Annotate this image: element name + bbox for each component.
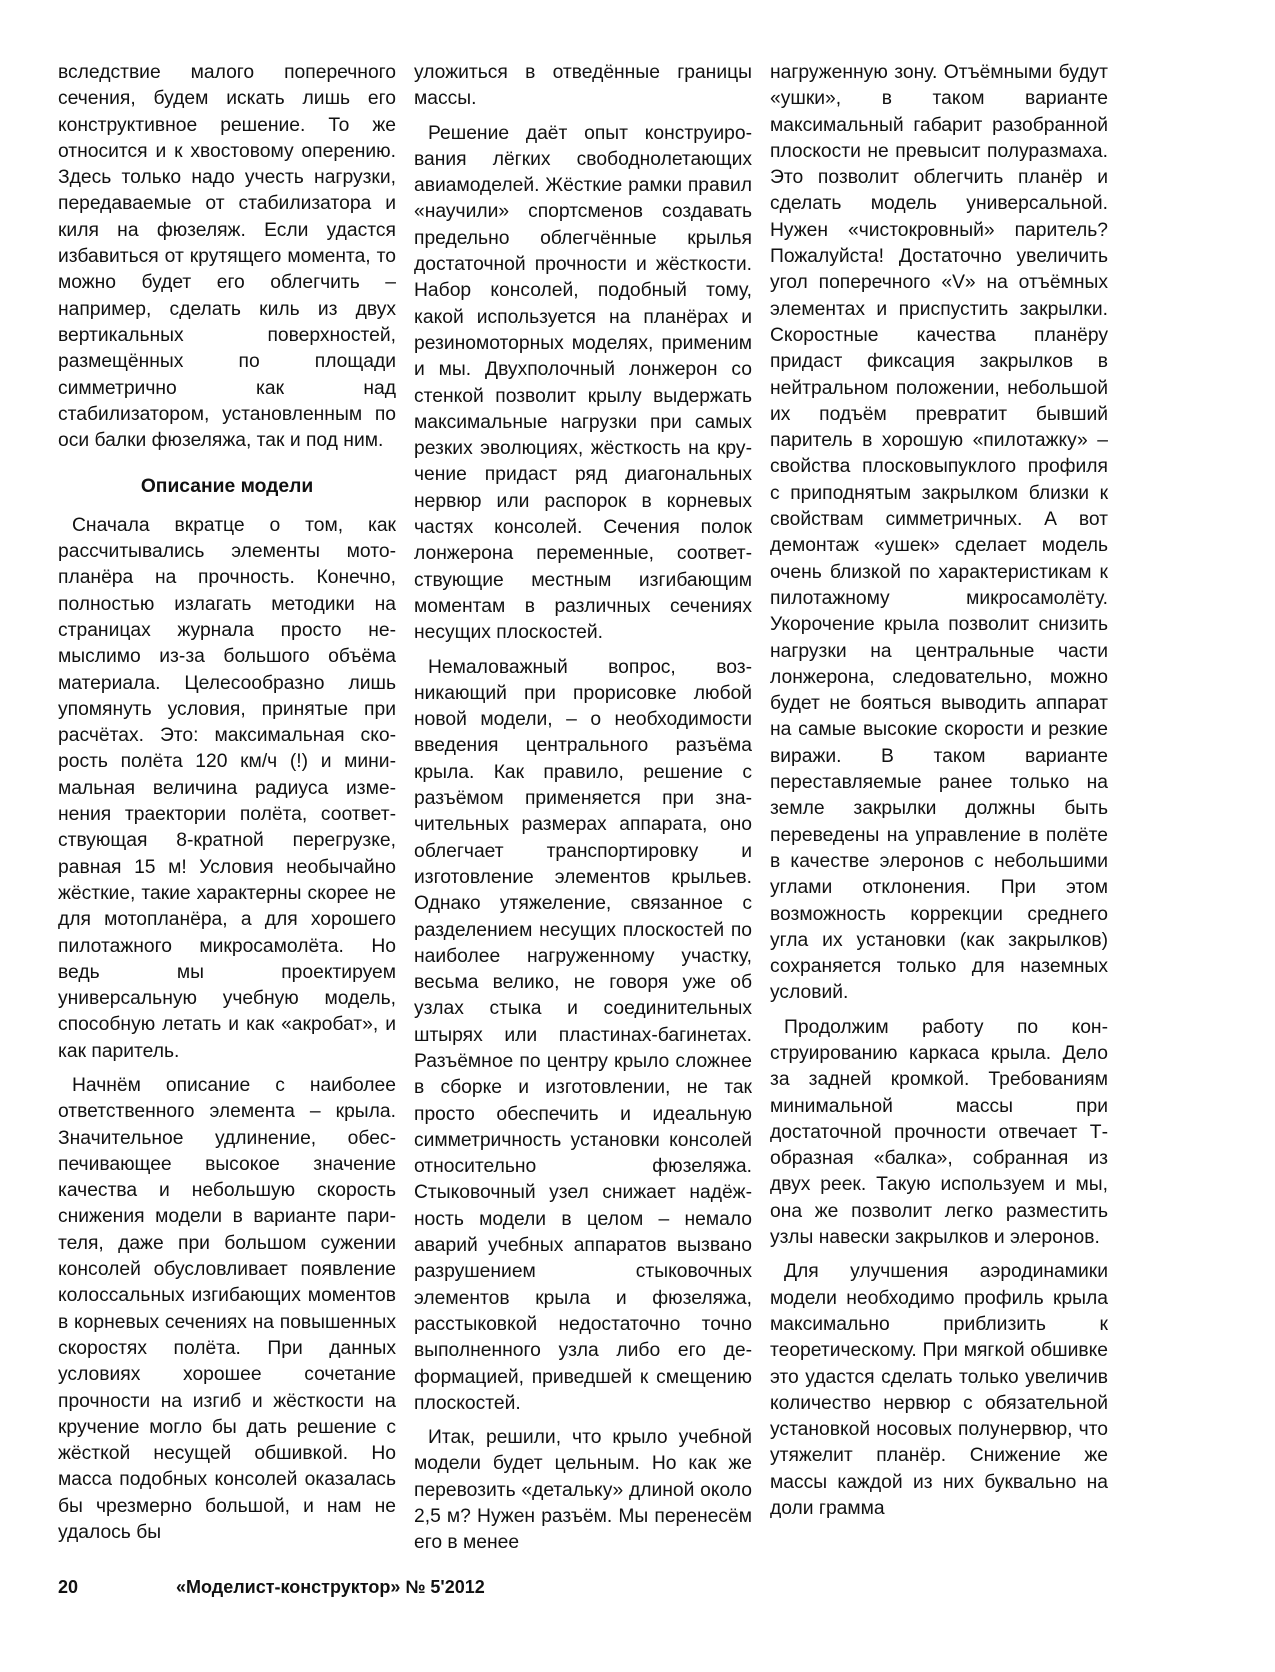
paragraph: Решение даёт опыт конструирования лёгких свободнолетающих авиамоделей. Жёсткие рамки правил «научили» спортсменов создавать предельно облегчённые крылья достаточной прочности и жёсткости. Набор консолей, подобный тому, какой используется на планёрах и резиномоторных моделях, применим и мы. Двухполочный лонжерон со стенкой позволит крылу выдержать максимальные нагрузки при самых резких эволюциях, жёсткость на кручение придаст ряд диагональных нервюр или распорок в корневых частях консолей. Сечения полок лонжерона переменные, соответствующие местным изгибающим моментам в различных сечениях несущих плоскостей. — [414, 122, 752, 644]
text-column-1 — [58, 60, 396, 1546]
paragraph: уложиться в отведённые границы массы. — [414, 62, 752, 110]
paragraph: вследствие малого поперечного сечения, будем искать лишь его конструктивное решение. То же относится и к хвостовому оперению. Здесь только надо учесть нагрузки, передаваемые от стабилизатора и киля на фюзеляж. Если удастся избавиться от крутящего момента, то можно будет его облегчить – например, сделать киль из двух вертикальных поверхностей, размещённых по площади симметрично как над стабилизатором, установленным по оси балки фюзеляжа, так и под ним. — [58, 62, 396, 452]
text-column-3 — [770, 60, 1108, 1522]
paragraph: Итак, решили, что крыло учебной модели будет цельным. Но как же перевозить «детальку» длиной около 2,5 м? Нужен разъём. Мы перенесём его в менее — [414, 1427, 752, 1554]
journal-title: «Моделист-конструктор» № 5'2012 — [176, 1577, 485, 1597]
paragraph: Немаловажный вопрос, возникающий при прорисовке любой новой модели, – о необходимости введения центрального разъёма крыла. Как правило, решение с разъёмом применяется при значительных размерах аппарата, оно облегчает транспортировку и изготовление элементов крыльев. Однако утяжеление, связанное с разделением несущих плоскостей по наиболее нагруженному участку, весьма велико, не говоря уже об узлах стыка и соединительных штырях или пластинах-багинетах. Разъёмное по центру крыло сложнее в сборке и изготовлении, не так просто обеспечить и идеальную симметричность установки консолей относительно фюзеляжа. Стыковочный узел снижает надёжность модели в целом – немало аварий учебных аппаратов вызвано разрушением стыковочных элементов крыла и фюзеляжа, расстыковкой недостаточно точно выполненного узла либо его деформацией, приведшей к смещению плоскостей. — [414, 656, 752, 1414]
paragraph: Продолжим работу по конструированию каркаса крыла. Дело за задней кромкой. Требованиям минимальной массы при достаточной прочности отвечает Т-образная «балка», собранная из двух реек. Такую используем и мы, она же позволит легко разместить узлы навески закрылков и элеронов. — [770, 1016, 1108, 1249]
paragraph: Начнём описание с наиболее ответственного элемента – крыла. Значительное удлинение, обеспечивающее высокое значение качества и небольшую скорость снижения модели в варианте парителя, даже при большом сужении консолей обусловливает появление колоссальных изгибающих моментов в корневых сечениях на повышенных скоростях полёта. При данных условиях хорошее сочетание прочности на изгиб и жёсткости на кручение могло бы дать решение с жёсткой несущей обшивкой. Но масса подобных консолей оказалась бы чрезмерно большой, и нам не удалось бы — [58, 1074, 396, 1544]
page-number: 20 — [58, 1577, 79, 1597]
section-heading: Описание модели — [140, 476, 314, 498]
paragraph: нагруженную зону. Отъёмными будут «ушки», в таком варианте максимальный габарит разобранной плоскости не превысит полуразмаха. Это позволит облегчить планёр и сделать модель универсальной. Нужен «чистокровный» паритель? Пожалуйста! Достаточно увеличить угол поперечного «V» на отъёмных элементах и приспустить закрылки. Скоростные качества планёру придаст фиксация закрылков в нейтральном положении, небольшой их подъём превратит бывший паритель в хорошую «пилотажку» – свойства плосковыпуклого профиля с приподнятым закрылком близки к свойствам симметричных. А вот демонтаж «ушек» сделает модель очень близкой по характеристикам к пилотажному микросамолёту. Укорочение крыла позволит снизить нагрузки на центральные части лонжерона, следовательно, можно будет не бояться выводить аппарат на самые высокие скорости и резкие виражи. В таком варианте переставляемые ранее только на земле закрылки должны быть переведены на управление в полёте в качестве элеронов с небольшими углами отклонения. При этом возможность коррекции среднего угла их установки (как закрылков) сохраняется только для наземных условий. — [770, 62, 1108, 1004]
paragraph: Сначала вкратце о том, как рассчитывались элементы мотопланёра на прочность. Конечно, полностью излагать методики на страницах журнала просто немыслимо из-за большого объёма материала. Целесообразно лишь упомянуть условия, принятые при расчётах. Это: максимальная скорость полёта 120 км/ч (!) и минимальная величина радиуса изменения траектории полёта, соответствующая 8-кратной перегрузке, равная 15 м! Условия необычайно жёсткие, такие характерны скорее не для мотопланёра, а для хорошего пилотажного микросамолёта. Но ведь мы проектируем универсальную учебную модель, способную летать и как «акробат», и как паритель. — [58, 514, 396, 1062]
paragraph: Для улучшения аэродинамики модели необходимо профиль крыла максимально приблизить к теоретическому. При мягкой обшивке это удастся сделать только увеличив количество нервюр с обязательной установкой носовых полунервюр, что утяжелит планёр. Снижение же массы каждой из них буквально на доли грамма — [770, 1261, 1108, 1520]
text-column-2 — [414, 60, 752, 1557]
